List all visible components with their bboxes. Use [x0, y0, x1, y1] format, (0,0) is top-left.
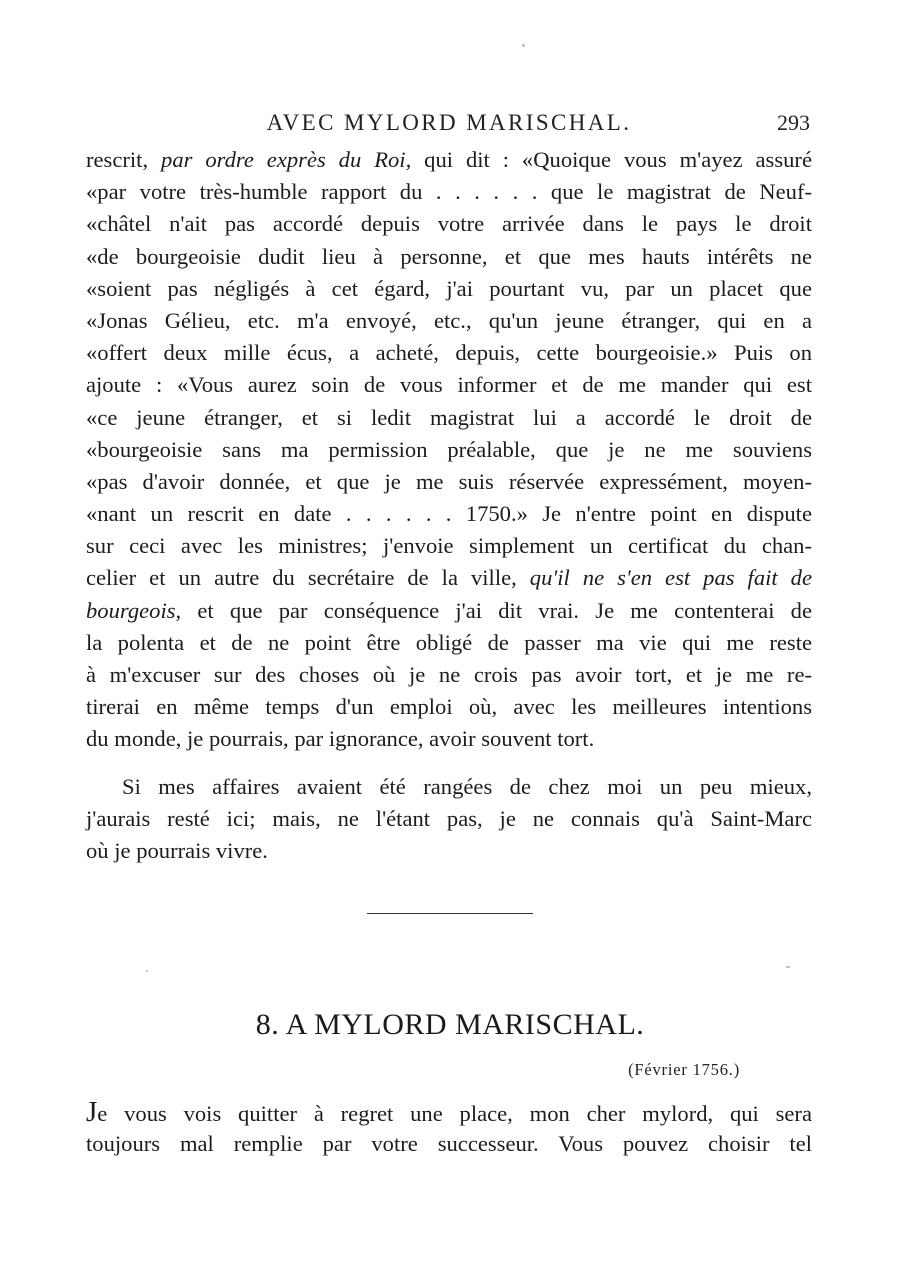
text-line	[86, 176, 812, 208]
page-number: 293	[777, 110, 810, 135]
text-line	[86, 208, 812, 240]
text-line	[86, 369, 812, 401]
text-line	[86, 466, 812, 498]
text-line	[86, 723, 812, 755]
paper-speck	[522, 44, 525, 47]
text-run: sur ceci avec les ministres; j'envoie simplement un certificat du chan-	[86, 533, 812, 559]
text-run: toujours mal remplie par votre successeur. Vous pouvez choisir tel	[86, 1131, 812, 1157]
text-line	[86, 241, 812, 273]
text-run: «de bourgeoisie dudit lieu à personne, et que mes hauts intérêts ne	[86, 243, 812, 269]
text-run: celier et un autre du secrétaire de la ville,	[86, 565, 530, 591]
text-line	[86, 595, 812, 627]
text-run: «par votre très-humble rapport du . . . . . . que le magistrat de Neuf-	[86, 179, 812, 205]
text-line	[86, 1096, 812, 1128]
text-line	[86, 562, 812, 594]
text-run: tirerai en même temps d'un emploi où, avec les meilleures intentions	[86, 694, 812, 720]
passage-continued	[86, 144, 812, 756]
text-run: «soient pas négligés à cet égard, j'ai pourtant vu, par un placet que	[86, 275, 812, 301]
text-run: «offert deux mille écus, a acheté, depuis, cette bourgeoisie.» Puis on	[86, 340, 812, 366]
text-line	[86, 803, 812, 835]
section-divider	[367, 913, 533, 914]
italic-text: par ordre exprès du Roi,	[161, 147, 412, 172]
text-line	[86, 144, 812, 176]
text-line	[86, 305, 812, 337]
text-line	[86, 771, 812, 803]
text-line	[86, 691, 812, 723]
text-line	[86, 835, 812, 867]
text-run: e vous vois quitter à regret une place, mon cher mylord, qui sera	[97, 1101, 812, 1126]
text-line	[86, 434, 812, 466]
text-run: «bourgeoisie sans ma permission préalable, que je ne me souviens	[86, 436, 812, 462]
text-run: «châtel n'ait pas accordé depuis votre arrivée dans le pays le droit	[86, 211, 812, 237]
letter-body	[86, 1096, 812, 1160]
running-title: AVEC MYLORD MARISCHAL.	[266, 110, 632, 135]
text-line	[86, 273, 812, 305]
text-run: où je pourrais vivre.	[86, 838, 268, 864]
text-run: «nant un rescrit en date . . . . . . 1750.» Je n'entre point en dispute	[86, 501, 812, 527]
text-line	[86, 659, 812, 691]
text-line	[86, 530, 812, 562]
text-run: et que par conséquence j'ai dit vrai. Je me contenterai de	[181, 597, 812, 623]
letter-heading: 8. A MYLORD MARISCHAL.	[255, 1008, 645, 1041]
text-line	[86, 402, 812, 434]
text-line	[86, 1128, 812, 1160]
text-run: rescrit,	[86, 147, 162, 172]
text-run: du monde, je pourrais, par ignorance, avoir souvent tort.	[86, 726, 595, 752]
text-line	[86, 627, 812, 659]
running-head	[88, 106, 810, 140]
italic-text: qu'il ne s'en est pas fait de	[529, 565, 812, 591]
text-run: «ce jeune étranger, et si ledit magistrat lui a accordé le droit de	[86, 404, 812, 430]
text-run: qui dit : «Quoique vous m'ayez assuré	[411, 147, 812, 172]
text-run: ajoute : «Vous aurez soin de vous informer et de me mander qui est	[86, 372, 812, 398]
text-run: à m'excuser sur des choses où je ne crois pas avoir tort, et je me re-	[86, 662, 812, 687]
text-line	[86, 337, 812, 369]
letter-date: (Février 1756.)	[628, 1060, 740, 1079]
text-run: «pas d'avoir donnée, et que je me suis réservée expressément, moyen-	[86, 468, 812, 494]
text-run: j'aurais resté ici; mais, ne l'étant pas, je ne connais qu'à Saint-Marc	[86, 806, 812, 832]
italic-text: bourgeois,	[86, 597, 182, 623]
text-line	[86, 498, 812, 530]
text-run: «Jonas Gélieu, etc. m'a envoyé, etc., qu'un jeune étranger, qui en a	[86, 307, 812, 333]
drop-cap: J	[86, 1096, 98, 1128]
paper-speck	[146, 970, 148, 972]
text-run: Si mes affaires avaient été rangées de chez moi un peu mieux,	[122, 774, 812, 799]
text-run: la polenta et de ne point être obligé de passer ma vie qui me reste	[86, 629, 812, 655]
paper-speck	[786, 966, 790, 968]
paragraph-2	[86, 771, 812, 868]
